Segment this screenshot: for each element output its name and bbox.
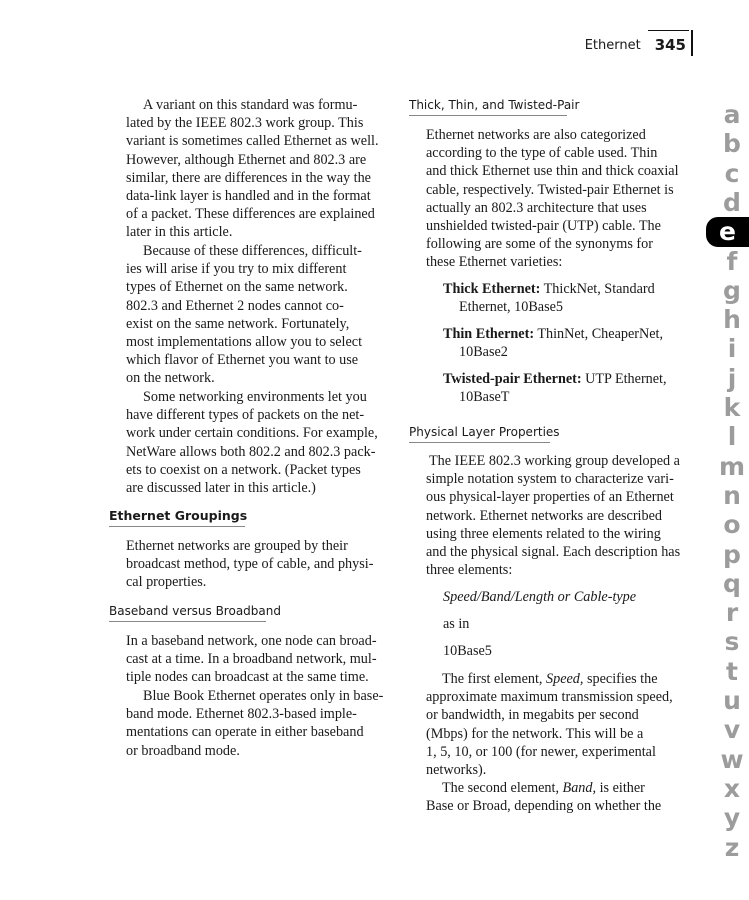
thumb-tab-a: a (723, 100, 741, 129)
synonym-twisted-pair: Twisted-pair Ethernet: UTP Ethernet, 10BaseT (443, 371, 667, 406)
second-element-para: The second element, Band, is either Base or Broad, depending on whether the (426, 780, 662, 815)
left-para-1: A variant on this standard was formu- lated by the IEEE 802.3 work group. This variant is sometimes called Ethernet as well. However, although Ethernet and 802.3 are similar, there are differences in the way the data-link layer is handled and in the format of a packet. These differences are explained later in this article. (126, 97, 379, 241)
left-para-3: Some networking environments let you have different types of packets on the net- work under certain conditions. For example, NetWare allows both 802.2 and 802.3 pack- ets to coexist on a network. (Packet types are discussed later in this article.) (126, 389, 378, 497)
thumb-tab-r: r (725, 598, 739, 628)
notation-example: 10Base5 (443, 643, 492, 659)
synonym-thick: Thick Ethernet: ThickNet, Standard Ethernet, 10Base5 (443, 281, 655, 316)
thumb-tab-v: v (723, 715, 741, 745)
thumb-tab-n: n (723, 480, 741, 510)
thumb-tab-o: o (723, 510, 741, 540)
cable-text: Ethernet networks are also categorized according to the type of cable used. Thin and thick Ethernet use thin and thick coaxial cable, respectively. Twisted-pair Ethernet is actually an 802.3 architecture that uses unshielded twisted-pair (UTP) cable. The following are some of the synonyms for these Ethernet varieties: (426, 127, 679, 271)
heading-rule (409, 442, 550, 443)
heading-thick-thin-twisted: Thick, Thin, and Twisted-Pair (409, 98, 580, 112)
thumb-tab-d: d (723, 187, 741, 217)
thumb-tab-u: u (723, 686, 741, 715)
first-element-para: The first element, Speed, specifies the approximate maximum transmission speed, or bandwidth, in megabits per second (Mbps) for the network. This will be a 1, 5, 10, or 100 (for newer, experimental networks). (426, 671, 673, 779)
thumb-tab-i: i (727, 334, 737, 364)
thumb-tab-t: t (726, 656, 738, 686)
thumb-tab-g: g (723, 275, 741, 305)
heading-ethernet-groupings: Ethernet Groupings (109, 508, 248, 523)
thumb-tab-e: e (706, 217, 749, 247)
thumb-tab-j: j (727, 363, 737, 393)
thumb-tab-c: c (724, 158, 740, 188)
thumb-tab-f: f (726, 246, 738, 276)
groupings-text: Ethernet networks are grouped by their broadcast method, type of cable, and physi- cal properties. (126, 538, 374, 591)
baseband-para-2: Blue Book Ethernet operates only in base- band mode. Ethernet 802.3-based imple- mentations can operate in either baseband or broadband mode. (126, 688, 384, 759)
thumb-tab-z: z (724, 832, 740, 862)
thumb-tab-m: m (718, 451, 746, 481)
thumb-tab-q: q (723, 568, 741, 598)
heading-rule (109, 621, 266, 622)
heading-physical-layer: Physical Layer Properties (409, 425, 560, 439)
heading-rule (409, 115, 567, 116)
synonym-thin: Thin Ethernet: ThinNet, CheaperNet, 10Base2 (443, 326, 664, 361)
notation-format: Speed/Band/Length or Cable-type (443, 589, 637, 605)
section-title: Ethernet (584, 38, 641, 53)
thumb-tab-l: l (727, 422, 737, 452)
thumb-tab-h: h (723, 305, 741, 335)
baseband-para-1: In a baseband network, one node can broad- cast at a time. In a broadband network, mul- tiple nodes can broadcast at the same time. (126, 633, 377, 686)
heading-rule (109, 526, 245, 527)
notation-as-in: as in (443, 616, 470, 632)
thumb-tab-w: w (720, 744, 744, 774)
thumb-tab-s: s (724, 627, 740, 657)
thumb-tab-p: p (723, 539, 741, 569)
running-header (585, 30, 693, 56)
physical-text: The IEEE 802.3 working group developed a simple notation system to characterize vari- ous physical-layer properties of an Ethernet network. Ethernet networks are described using three elements related to the wiring and the physical signal. Each description has three elements: (426, 453, 681, 579)
thumb-tab-b: b (723, 129, 741, 159)
thumb-tab-x: x (723, 773, 741, 803)
thumb-tab-y: y (723, 803, 741, 833)
page-number: 345 (654, 36, 686, 54)
left-para-2: Because of these differences, difficult- ies will arise if you try to mix different types of Ethernet on the same network. 802.3 and Ethernet 2 nodes cannot co- exist on the same network. Fortunately, most implementations allow you to select which flavor of Ethernet you want to use on the network. (126, 243, 363, 387)
thumb-tab-k: k (723, 393, 741, 422)
heading-baseband-broadband: Baseband versus Broadband (109, 604, 281, 618)
